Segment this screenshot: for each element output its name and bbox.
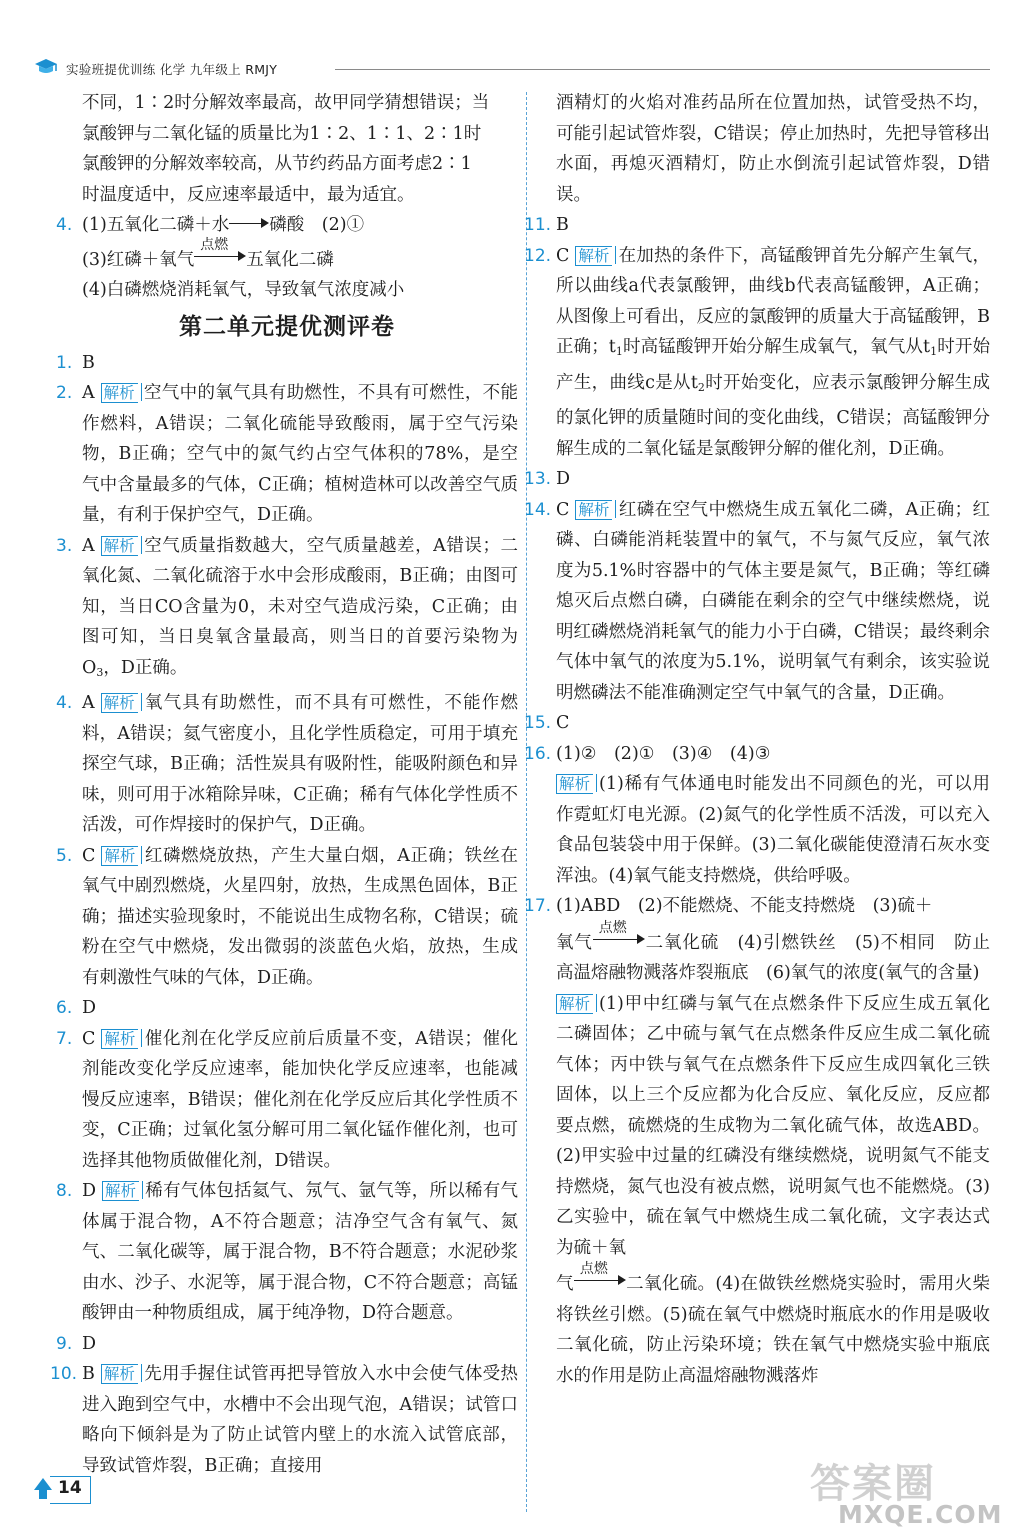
answer-16: 16. (1)② (2)① (3)④ (4)③ xyxy=(524,743,771,764)
analysis-tag: 解析 xyxy=(101,1029,138,1049)
reaction-arrow-icon: 点燃 xyxy=(593,928,645,950)
left-column xyxy=(50,88,518,1481)
answer-8: 8. D 解析 稀有气体包括氦气、氖气、氩气等，所以稀有气体属于混合物，A不符合题意；洁净空气含有氧气、氮气、二氧化碳等，属于混合物，B不符合题意；水泥砂浆由水、沙子、水泥等，属于混合物，C不符合题意；高锰酸钾由一种物质组成，属于纯净物，D符合题意。 xyxy=(56,1181,518,1323)
answer-12: 12. C 解析 在加热的条件下，高锰酸钾首先分解产生氧气，所以曲线a代表氯酸钾，曲线b代表高锰酸钾，A正确；从图像上可看出，反应的氯酸钾的质量大于高锰酸钾，B正确；$t_1$时高锰酸钾开始分解生成氧气，氧气从$t_1$时开始产生，曲线c是从$t_2$时开始变化，应表示氯酸钾分解生成的氯化钾的质量随时间的变化曲线，C错误；高锰酸钾分解生成的二氧化锰是氯酸钾分解的催化剂，D正确。 xyxy=(524,245,991,459)
answer-2: 2. A 解析 空气中的氧气具有助燃性，不具有可燃性，不能作燃料，A错误；二氧化硫能导致酸雨，属于空气污染物，B正确；空气中的氮气约占空气体积的78%，是空气中含量最多的气体，C正确；植树造林可以改善空气质量，有利于保护空气，D正确。 xyxy=(56,383,518,525)
watermark xyxy=(800,1452,1003,1532)
answer-4: 4. A 解析 氧气具有助燃性，而不具有可燃性，不能作燃料，A错误；氦气密度小，且化学性质稳定，可用于填充探空气球，B正确；活性炭具有吸附性，能吸附颜色和异味，则可用于冰箱除异味，C正确；稀有气体化学性质不活泼，可作焊接时的保护气，D正确。 xyxy=(56,693,518,835)
analysis-tag: 解析 xyxy=(575,246,612,266)
analysis-tag: 解析 xyxy=(101,536,138,556)
column-divider xyxy=(526,92,527,1512)
answer-4-prev: 4. (1)五氧化二磷＋水 磷酸 (2)① xyxy=(56,210,518,241)
page-number-badge xyxy=(30,1474,92,1504)
analysis-tag: 解析 xyxy=(101,846,138,866)
text-line: 氯酸钾的分解效率较高，从节约药品方面考虑2∶1 xyxy=(82,154,472,174)
answer-5: 5. C 解析 红磷燃烧放热，产生大量白烟，A正确；铁丝在氧气中剧烈燃烧，火星四射，放热，生成黑色固体，B正确；描述实验现象时，不能说出生成物名称，C错误；硫粉在空气中燃烧，发出微弱的淡蓝色火焰，放热，生成有刺激性气味的气体，D正确。 xyxy=(56,845,518,988)
answer-4-prev-line2: (3)红磷＋氧气 点燃 五氧化二磷 xyxy=(82,236,334,270)
reaction-arrow-icon: 点燃 xyxy=(194,245,246,267)
answer-number: 4. xyxy=(56,215,73,235)
answer-10: 10. B 解析 先用手握住试管再把导管放入水中会使气体受热进入跑到空气中，水槽中不会出现气泡，A错误；试管口略向下倾斜是为了防止试管内壁上的水流入试管底部，导致试管炸裂，B正确；直接用 xyxy=(50,1364,518,1476)
header-rule xyxy=(335,69,990,70)
watermark-text: 答案圈 xyxy=(810,1461,936,1507)
answer-1: 1. B xyxy=(56,352,95,373)
reaction-arrow-icon: 点燃 xyxy=(574,1269,626,1291)
text-line: 不同，1∶2时分解效率最高，故甲同学猜想错误；当 xyxy=(82,93,490,113)
answer-4-prev-line3: (4)白磷燃烧消耗氧气，导致氧气浓度减小 xyxy=(82,280,405,300)
answer-3: 3. A 解析 空气质量指数越大，空气质量越差，A错误；二氧化氮、二氧化硫溶于水中会形成酸雨，B正确；由图可知，当日CO含量为0，未对空气造成污染，C正确；由图可知，当日臭氧含量最高，则当日的首要污染物为$O_3$，D正确。 xyxy=(56,535,518,679)
right-column xyxy=(524,88,991,1391)
continued-answer xyxy=(56,88,518,210)
graduation-cap-icon xyxy=(34,58,58,78)
answer-17-line2: 氧气 点燃 二氧化硫 (4)引燃铁丝 (5)不相同 防止高温熔融物溅落炸裂瓶底 (6)氧气的浓度(氧气的含量) xyxy=(556,919,991,983)
page-header xyxy=(30,56,990,82)
analysis-tag: 解析 xyxy=(102,1181,139,1201)
arrow-icon xyxy=(229,213,269,233)
answer-14: 14. C 解析 红磷在空气中燃烧生成五氧化二磷，A正确；红磷、白磷能消耗装置中的氧气，不与氮气反应，氧气浓度为5.1%时容器中的气体主要是氮气，B正确；等红磷熄灭后点燃白磷，白磷能在剩余的空气中继续燃烧，说明红磷燃烧消耗氧气的能力小于白磷，C错误；最终剩余气体中氧气的浓度为5.1%，说明氧气有剩余，该实验说明燃磷法不能准确测定空气中氧气的含量，D正确。 xyxy=(524,499,990,703)
page-number: 14 xyxy=(58,1478,82,1498)
watermark-url: MXQE.COM xyxy=(838,1500,1003,1529)
analysis-tag: 解析 xyxy=(101,1364,138,1384)
answer-15: 15. C xyxy=(524,713,570,733)
analysis-tag: 解析 xyxy=(556,774,593,794)
analysis-tag: 解析 xyxy=(556,994,593,1014)
answer-16-analysis: 解析 (1)稀有气体通电时能发出不同颜色的光，可以用作霓虹灯电光源。(2)氮气的化学性质不活泼，可以充入食品包装袋中用于保鲜。(3)二氧化碳能使澄清石灰水变浑浊。(4)氧气能支持燃烧，供给呼吸。 xyxy=(556,774,990,886)
text-line: 时温度适中，反应速率最适中，最为适宜。 xyxy=(82,184,415,205)
header-title: 实验班提优训练 化学 九年级上 RMJY xyxy=(66,62,278,77)
answer-17: 17. (1)ABD (2)不能燃烧、不能支持燃烧 (3)硫＋ xyxy=(524,896,933,916)
answer-7: 7. C 解析 催化剂在化学反应前后质量不变，A错误；催化剂能改变化学反应速率，能加快化学反应速率，也能减慢反应速率，B错误；催化剂在化学反应后其化学性质不变，C正确；过氧化氢分解可用二氧化锰作催化剂，也可选择其他物质做催化剂，D错误。 xyxy=(56,1028,518,1171)
analysis-tag: 解析 xyxy=(101,383,138,403)
answer-17-analysis-cont: 气 点燃 二氧化硫。(4)在做铁丝燃烧实验时，需用火柴将铁丝引燃。(5)硫在氧气中燃烧时瓶底水的作用是吸收二氧化硫，防止污染环境；铁在氧气中燃烧实验中瓶底水的作用是防止高温熔融物溅落炸 xyxy=(556,1261,990,1386)
answer-10-continued: 酒精灯的火焰对准药品所在位置加热，试管受热不均，可能引起试管炸裂，C错误；停止加热时，先把导管移出水面，再熄灭酒精灯，防止水倒流引起试管炸裂，D错误。 xyxy=(556,93,990,205)
analysis-tag: 解析 xyxy=(575,500,612,520)
answer-9: 9. D xyxy=(56,1333,97,1354)
answer-11: 11. B xyxy=(524,215,569,235)
analysis-tag: 解析 xyxy=(101,693,138,713)
text-line: 氯酸钾与二氧化锰的质量比为1∶2、1∶1、2∶1时 xyxy=(82,123,482,144)
answer-13: 13. D xyxy=(524,469,571,489)
section-title: 第二单元提优测评卷 xyxy=(179,313,395,340)
answer-17-analysis: 解析 (1)甲中红磷与氧气在点燃条件下反应生成五氧化二磷固体；乙中硫与氧气在点燃条件反应生成二氧化硫气体；丙中铁与氧气在点燃条件下反应生成四氧化三铁固体，以上三个反应都为化合反应、氧化反应，反应都要点燃，硫燃烧的生成物为二氧化硫气体，故选ABD。(2)甲实验中过量的红磷没有继续燃烧，说明氮气不能支持燃烧，氮气也没有被点燃，说明氮气也不能燃烧。(3)乙实验中，硫在氧气中燃烧生成二氧化硫，文字表达式为硫＋氧 xyxy=(556,993,990,1258)
answer-6: 6. D xyxy=(56,998,97,1018)
